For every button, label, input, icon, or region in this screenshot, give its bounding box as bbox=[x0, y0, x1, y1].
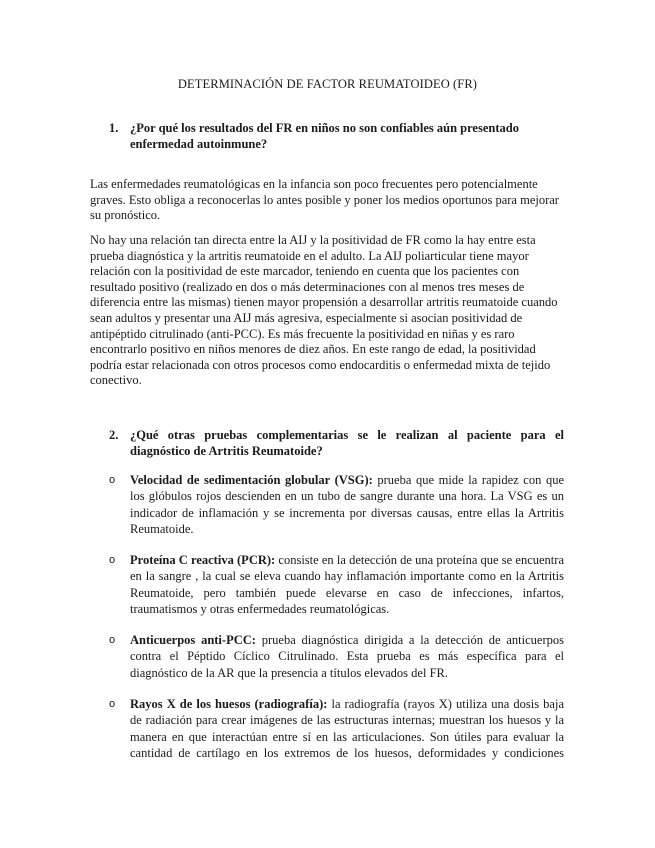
question-1 bbox=[109, 120, 564, 152]
bullet-marker: o bbox=[109, 474, 116, 486]
bullet-description: la radiografía (rayos X) utiliza una dosis baja de radiación para crear imágenes de las estructuras internas; muestran los huesos y la manera en que interactúan entre sí en las articulaciones. Son útiles para evaluar la cantidad de cartílago en los extremos de los huesos, deformidades y condiciones bbox=[130, 697, 564, 760]
bullet-item-rayos-x bbox=[109, 696, 564, 761]
bullet-term: Rayos X de los huesos (radiografía): bbox=[130, 697, 328, 711]
bullet-description: prueba que mide la rapidez con que los glóbulos rojos descienden en un tubo de sangre durante una hora. La VSG es un indicador de inflamación y se incrementa por diversas causas, entre ellas la Artritis Reumatoide. bbox=[130, 473, 565, 536]
question-2 bbox=[109, 427, 564, 459]
bullet-term: Velocidad de sedimentación globular (VSG): bbox=[130, 473, 373, 487]
bullet-text bbox=[130, 632, 564, 681]
bullet-item-anti-pcc bbox=[109, 632, 564, 681]
bullet-item-pcr bbox=[109, 552, 564, 617]
bullet-text bbox=[130, 552, 564, 617]
paragraph-2: No hay una relación tan directa entre la AIJ y la positividad de FR como la hay entre esta prueba diagnóstica y la artritis reumatoide en el adulto. La AIJ poliarticular tiene mayor relación con la positividad de este marcador, teniendo en cuenta que los pacientes con resultado positivo (realizado en dos o más determinaciones con al menos tres meses de diferencia entre las mismas) tienen mayor propensión a desarrollar artritis reumatoide cuando sean adultos y presentar una AIJ más agresiva, especialmente si asocian positividad de antipéptido citrulinado (anti-PCC). Es más frecuente la positividad en niñas y es raro encontrarlo positivo en niños menores de diez años. En este rango de edad, la positividad podría estar relacionada con otros procesos como endocarditis o enfermedad mixta de tejido conectivo. bbox=[90, 233, 558, 388]
bullet-marker: o bbox=[109, 634, 116, 646]
paragraph-1: Las enfermedades reumatológicas en la infancia son poco frecuentes pero potencialmente graves. Esto obliga a reconocerlas lo antes posible y poner los medios oportunos para mejorar su pronóstico. bbox=[90, 177, 559, 223]
bullet-marker: o bbox=[109, 554, 116, 566]
bullet-term: Proteína C reactiva (PCR): bbox=[130, 553, 276, 567]
bullet-text bbox=[130, 472, 564, 537]
bullet-marker: o bbox=[109, 698, 116, 710]
bullet-term: Anticuerpos anti-PCC: bbox=[130, 633, 256, 647]
bullet-text bbox=[130, 696, 564, 761]
question-2-text: ¿Qué otras pruebas complementarias se le realizan al paciente para el diagnóstico de Artritis Reumatoide? bbox=[130, 428, 564, 458]
bullet-description: consiste en la detección de una proteína que se encuentra en la sangre , la cual se eleva cuando hay inflamación importante como en la Artritis Reumatoide, pero también puede elevarse en caso de infecciones, infartos, traumatismos y otras enfermedades reumatológicas. bbox=[130, 553, 564, 616]
question-2-number: 2. bbox=[109, 428, 119, 442]
bullet-item-vsg bbox=[109, 472, 564, 537]
question-1-number: 1. bbox=[109, 121, 119, 135]
bullet-description: prueba diagnóstica dirigida a la detección de anticuerpos contra el Péptido Cíclico Citrulinado. Esta prueba es más específica para el diagnóstico de la AR que la presencia a títulos elevados del FR. bbox=[130, 633, 564, 680]
document-title: DETERMINACIÓN DE FACTOR REUMATOIDEO (FR) bbox=[177, 77, 478, 91]
question-1-text: ¿Por qué los resultados del FR en niños no son confiables aún presentado enfermedad autoinmune? bbox=[130, 121, 519, 151]
